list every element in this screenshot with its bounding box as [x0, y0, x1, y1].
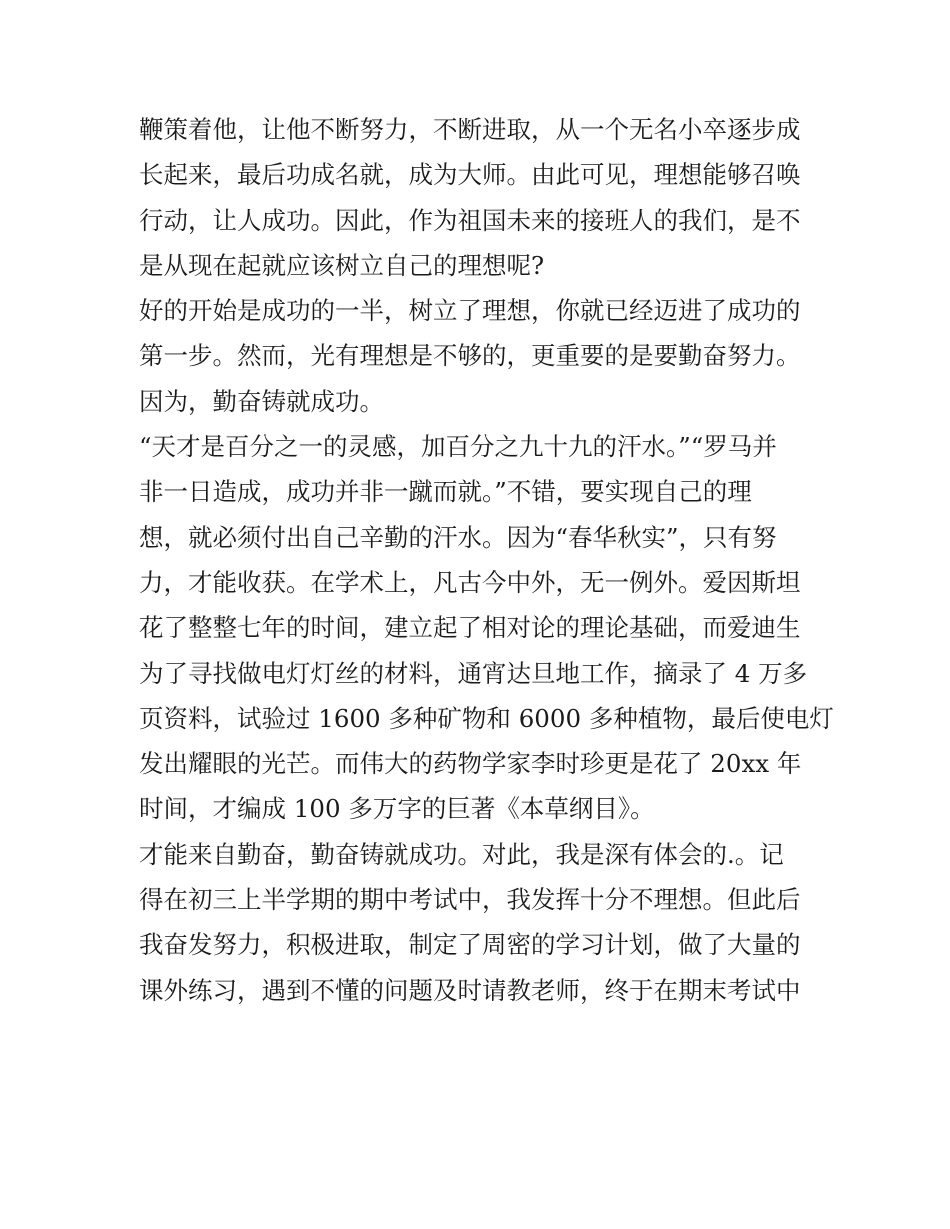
- text-line: 长起来，最后功成名就，成为大师。由此可见，理想能够召唤: [139, 160, 801, 190]
- text-line: 我奋发努力，积极进取，制定了周密的学习计划，做了大量的: [139, 930, 801, 960]
- text-line: 想，就必须付出自己辛勤的汗水。因为“春华秋实”，只有努: [139, 522, 777, 552]
- text-line: 得在初三上半学期的期中考试中，我发挥十分不理想。但此后: [139, 885, 801, 915]
- text-line: 时间，才编成 100 多万字的巨著《本草纲目》。: [139, 794, 655, 824]
- text-line: 发出耀眼的光芒。而伟大的药物学家李时珍更是花了 20xx 年: [139, 749, 802, 779]
- text-line: 为了寻找做电灯灯丝的材料，通宵达旦地工作，摘录了 4 万多: [139, 658, 808, 688]
- body-text: [139, 107, 834, 1013]
- text-line: 鞭策着他，让他不断努力，不断进取，从一个无名小卒逐步成: [139, 115, 801, 144]
- text-line: 因为，勤奋铸就成功。: [139, 386, 384, 416]
- text-line: 力，才能收获。在学术上，凡古今中外，无一例外。爱因斯坦: [139, 567, 801, 597]
- text-line: “天才是百分之一的灵感，加百分之九十九的汗水。”“罗马并: [139, 432, 777, 462]
- text-line: 花了整整七年的时间，建立起了相对论的理论基础，而爱迪生: [139, 613, 801, 643]
- text-line: 第一步。然而，光有理想是不够的，更重要的是要勤奋努力。: [139, 341, 801, 371]
- text-line: 页资料，试验过 1600 多种矿物和 6000 多种植物，最后使电灯: [139, 703, 834, 733]
- text-line: 非一日造成，成功并非一蹴而就。”不错，要实现自己的理: [139, 477, 752, 507]
- text-line: 行动，让人成功。因此，作为祖国未来的接班人的我们，是不: [139, 205, 801, 235]
- text-line: 课外练习，遇到不懂的问题及时请教老师，终于在期末考试中: [139, 975, 801, 1005]
- text-line: 才能来自勤奋，勤奋铸就成功。对此，我是深有体会的.。记: [139, 839, 784, 869]
- text-line: 好的开始是成功的一半，树立了理想，你就已经迈进了成功的: [139, 296, 801, 326]
- text-line: 是从现在起就应该树立自己的理想呢?: [139, 250, 545, 280]
